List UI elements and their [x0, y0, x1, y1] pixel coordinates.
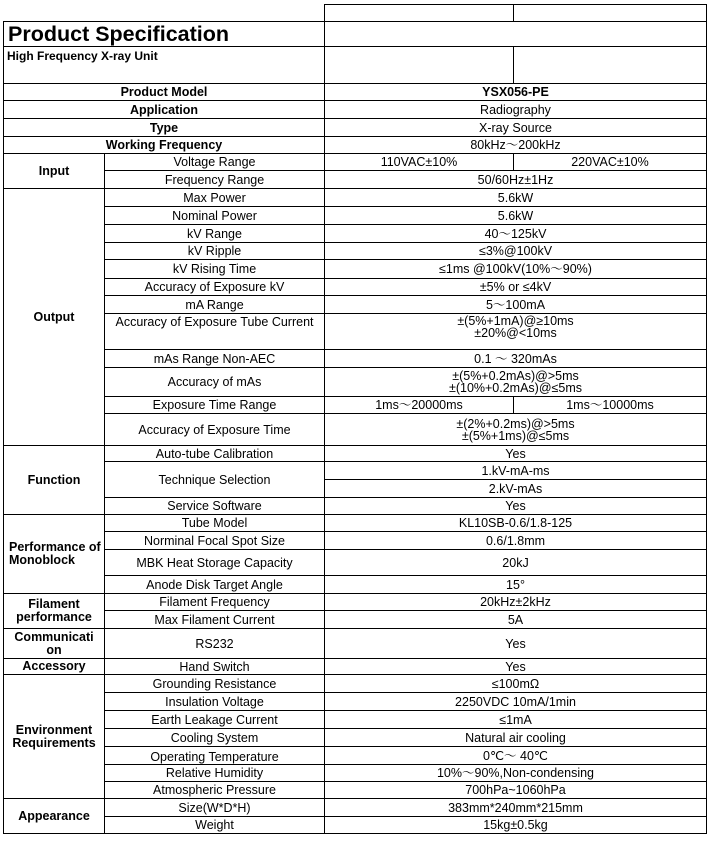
spec-row — [4, 171, 707, 189]
spec-value — [325, 368, 707, 397]
spec-label: Nominal Power — [105, 207, 325, 225]
spec-value: 2250VDC 10mA/1min — [325, 693, 707, 711]
spec-label: mA Range — [105, 296, 325, 314]
spec-label: kV Range — [105, 225, 325, 243]
spec-label: Product Model — [4, 84, 325, 101]
spec-label: Earth Leakage Current — [105, 711, 325, 729]
spec-row — [4, 296, 707, 314]
spec-value — [325, 414, 707, 446]
spec-row — [4, 84, 707, 101]
category-line: Filament — [28, 597, 80, 611]
spec-row — [4, 576, 707, 594]
category-function: Function — [4, 446, 105, 515]
spec-row — [4, 532, 707, 550]
spec-row — [4, 154, 707, 171]
spec-value: 110VAC±10% — [325, 154, 514, 171]
spec-row — [4, 594, 707, 611]
header-blank-row — [4, 5, 707, 22]
spec-value: 10%～90%,Non-condensing — [325, 765, 707, 782]
spec-label: Relative Humidity — [105, 765, 325, 782]
spec-label: Frequency Range — [105, 171, 325, 189]
spec-value — [325, 314, 707, 350]
spec-value: KL10SB-0.6/1.8-125 — [325, 515, 707, 532]
spec-value: 15° — [325, 576, 707, 594]
category-line: Environment — [15, 722, 93, 737]
spec-value: Natural air cooling — [325, 729, 707, 747]
spec-label: Max Power — [105, 189, 325, 207]
spec-label: Atmospheric Pressure — [105, 782, 325, 799]
spec-label: kV Rising Time — [105, 260, 325, 279]
spec-value: 15kg±0.5kg — [325, 817, 707, 834]
spec-row — [4, 397, 707, 414]
spec-label: Size(W*D*H) — [105, 799, 325, 817]
spec-row — [4, 279, 707, 296]
spec-row — [4, 350, 707, 368]
spec-value: Radiography — [325, 101, 707, 119]
spec-label: Hand Switch — [105, 659, 325, 675]
spec-value-line: ±(2%+0.2ms)@>5ms — [456, 416, 575, 431]
spec-value: ≤1mA — [325, 711, 707, 729]
spec-row — [4, 611, 707, 629]
spec-label: Type — [4, 119, 325, 137]
spec-row — [4, 368, 707, 397]
spec-label: Grounding Resistance — [105, 675, 325, 693]
spec-row — [4, 462, 707, 480]
spec-label: Accuracy of mAs — [105, 368, 325, 397]
spec-value: ≤100mΩ — [325, 675, 707, 693]
spec-row — [4, 817, 707, 834]
category-line: performance — [16, 610, 92, 624]
category-communication — [4, 629, 105, 659]
spec-label: mAs Range Non-AEC — [105, 350, 325, 368]
spec-label: Operating Temperature — [105, 747, 325, 765]
spec-label: Exposure Time Range — [105, 397, 325, 414]
spec-row — [4, 765, 707, 782]
spec-value: Yes — [325, 498, 707, 515]
page-subtitle: High Frequency X-ray Unit — [4, 47, 325, 84]
spec-value-line: ±(5%+0.2mAs)@>5ms — [452, 369, 579, 383]
spec-row — [4, 446, 707, 462]
spec-value: 5.6kW — [325, 207, 707, 225]
spec-value: X-ray Source — [325, 119, 707, 137]
category-environment — [4, 675, 105, 799]
spec-row — [4, 189, 707, 207]
spec-value: 20kHz±2kHz — [325, 594, 707, 611]
spec-row — [4, 314, 707, 350]
spec-value: 5A — [325, 611, 707, 629]
spec-label: Accuracy of Exposure Tube Current — [105, 314, 325, 350]
spec-value: 20kJ — [325, 550, 707, 576]
category-line: Performance of — [9, 540, 101, 554]
spec-value-line: ±20%@<10ms — [474, 326, 557, 340]
spec-value: ±5% or ≤4kV — [325, 279, 707, 296]
spec-row — [4, 693, 707, 711]
spec-row — [4, 498, 707, 515]
spec-value: 40～125kV — [325, 225, 707, 243]
spec-label: Accuracy of Exposure kV — [105, 279, 325, 296]
spec-value: 50/60Hz±1Hz — [325, 171, 707, 189]
subtitle-row — [4, 47, 707, 84]
spec-row — [4, 260, 707, 279]
spec-value: Yes — [325, 629, 707, 659]
spec-value: 1ms～10000ms — [514, 397, 707, 414]
spec-row — [4, 782, 707, 799]
spec-value-line: ±(5%+1mA)@≥10ms — [457, 314, 574, 328]
spec-value: ≤3%@100kV — [325, 243, 707, 260]
spec-value: Yes — [325, 446, 707, 462]
spec-label: Norminal Focal Spot Size — [105, 532, 325, 550]
spec-row — [4, 101, 707, 119]
spec-value: 700hPa~1060hPa — [325, 782, 707, 799]
spec-row — [4, 550, 707, 576]
spec-value: 1.kV-mA-ms — [325, 462, 707, 480]
spec-table — [3, 4, 707, 834]
spec-row — [4, 515, 707, 532]
category-output: Output — [4, 189, 105, 446]
spec-row — [4, 629, 707, 659]
category-line: Communicati — [14, 629, 94, 644]
spec-label: RS232 — [105, 629, 325, 659]
category-line: Requirements — [12, 735, 96, 750]
spec-label: Weight — [105, 817, 325, 834]
spec-row — [4, 675, 707, 693]
spec-value: 5～100mA — [325, 296, 707, 314]
spec-label: Tube Model — [105, 515, 325, 532]
spec-label: Accuracy of Exposure Time — [105, 414, 325, 446]
spec-label: MBK Heat Storage Capacity — [105, 550, 325, 576]
category-appearance: Appearance — [4, 799, 105, 834]
spec-value: 0.6/1.8mm — [325, 532, 707, 550]
spec-row — [4, 207, 707, 225]
spec-row — [4, 225, 707, 243]
spec-value: 0.1 ～ 320mAs — [325, 350, 707, 368]
category-accessory: Accessory — [4, 659, 105, 675]
spec-value: 80kHz～200kHz — [325, 137, 707, 154]
spec-value: YSX056-PE — [325, 84, 707, 101]
spec-row — [4, 414, 707, 446]
spec-row — [4, 137, 707, 154]
category-filament — [4, 594, 105, 629]
spec-label: Cooling System — [105, 729, 325, 747]
page-title: Product Specification — [4, 22, 325, 47]
spec-value-line: ±(5%+1ms)@≤5ms — [461, 428, 570, 443]
spec-value: 5.6kW — [325, 189, 707, 207]
spec-value: 2.kV-mAs — [325, 480, 707, 498]
spec-value: ≤1ms @100kV(10%～90%) — [325, 260, 707, 279]
spec-row — [4, 119, 707, 137]
spec-value: 0℃～ 40℃ — [325, 747, 707, 765]
spec-label: Application — [4, 101, 325, 119]
spec-label: Working Frequency — [4, 137, 325, 154]
spec-value: 383mm*240mm*215mm — [325, 799, 707, 817]
spec-label: Auto-tube Calibration — [105, 446, 325, 462]
spec-value: 220VAC±10% — [514, 154, 707, 171]
spec-sheet — [3, 4, 706, 834]
spec-label: Technique Selection — [105, 462, 325, 498]
spec-row — [4, 659, 707, 675]
title-row — [4, 22, 707, 47]
spec-label: Max Filament Current — [105, 611, 325, 629]
spec-row — [4, 711, 707, 729]
spec-row — [4, 243, 707, 260]
spec-value-line: ±(10%+0.2mAs)@≤5ms — [448, 381, 583, 395]
spec-row — [4, 747, 707, 765]
spec-label: Voltage Range — [105, 154, 325, 171]
spec-row — [4, 729, 707, 747]
category-line: Monoblock — [9, 553, 75, 567]
spec-value: 1ms～20000ms — [325, 397, 514, 414]
category-monoblock — [4, 515, 105, 594]
spec-label: Insulation Voltage — [105, 693, 325, 711]
spec-value: Yes — [325, 659, 707, 675]
spec-label: Anode Disk Target Angle — [105, 576, 325, 594]
category-line: on — [46, 642, 62, 657]
spec-row — [4, 799, 707, 817]
category-input: Input — [4, 154, 105, 189]
spec-label: Service Software — [105, 498, 325, 515]
spec-label: kV Ripple — [105, 243, 325, 260]
spec-label: Filament Frequency — [105, 594, 325, 611]
